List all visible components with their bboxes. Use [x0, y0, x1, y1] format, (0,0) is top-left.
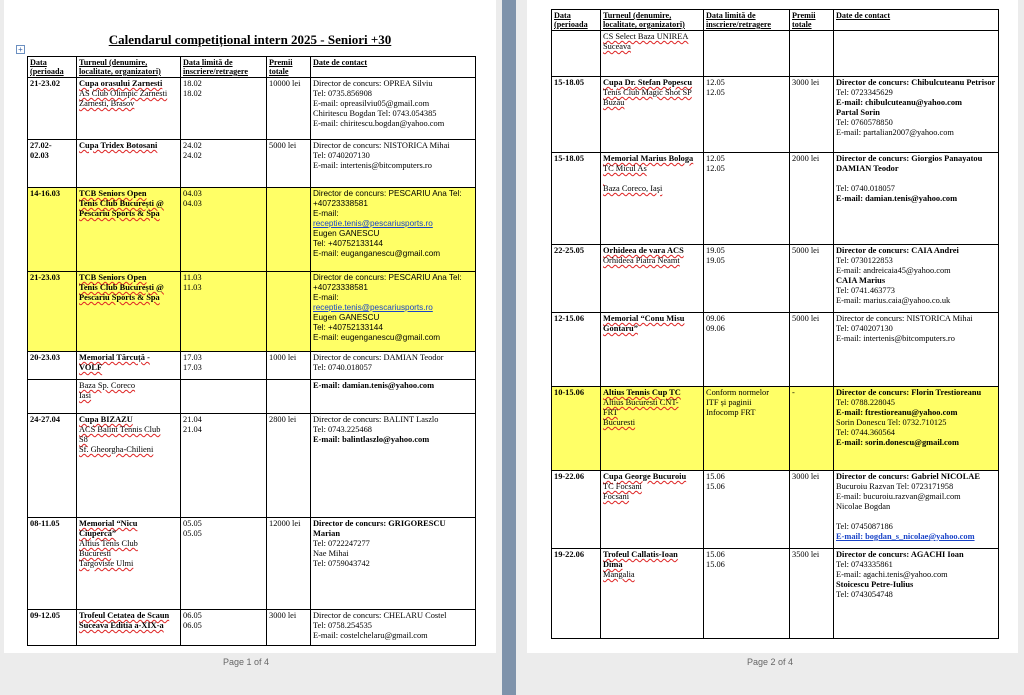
event-cell	[601, 153, 704, 245]
event-text: TC Micul As	[603, 164, 647, 173]
event-text: TCB Seniors Open	[79, 273, 147, 282]
deadline-cell	[181, 272, 267, 352]
contact-cell	[834, 313, 999, 387]
date-cell	[552, 245, 601, 313]
contact-text: Director de concurs: CAIA Andrei	[836, 246, 959, 255]
document-title: Calendarul competițional intern 2025 - Seniori +30	[108, 32, 392, 47]
contact-text: Eugen GANESCU	[313, 313, 380, 322]
contact-cell	[834, 549, 999, 639]
date-cell	[28, 352, 77, 380]
contact-text: Tel: 0758.254535	[313, 621, 372, 630]
deadline-text: 24.02	[183, 141, 202, 150]
contact-text: E-mail: andreicaia45@yahoo.com	[836, 266, 951, 275]
prize-cell: 3500 lei	[790, 549, 834, 639]
contact-text: E-mail: intertenis@bitcomputers.ro	[313, 161, 432, 170]
deadline-cell	[704, 31, 790, 77]
table-row	[552, 387, 999, 471]
deadline-cell	[181, 188, 267, 272]
event-cell	[601, 387, 704, 471]
date-text: 09-12.05	[30, 611, 61, 620]
event-text: S8	[79, 435, 88, 444]
date-cell	[552, 153, 601, 245]
event-cell	[601, 245, 704, 313]
contact-cell	[311, 414, 476, 518]
date-text: 24-27.04	[30, 415, 61, 424]
deadline-text: 04.03	[183, 189, 202, 198]
event-text: Orhideea Piatra Neamt	[603, 256, 680, 265]
contact-cell	[311, 352, 476, 380]
document-page-1	[4, 0, 496, 653]
deadline-text: 24.02	[183, 151, 202, 160]
contact-text: Director de concurs: Gabriel NICOLAE	[836, 472, 980, 481]
contact-text: Tel: 0722247277	[313, 539, 370, 548]
prize-cell: 3000 lei	[790, 77, 834, 153]
contact-text: Director de concurs: PESCARIU Ana Tel: +40723338581	[313, 189, 462, 208]
contact-text: Tel: 0740.018057	[313, 363, 372, 372]
date-text: 21-23.03	[30, 273, 61, 282]
prize-cell	[790, 31, 834, 77]
contact-text: Tel: 0743054748	[836, 590, 893, 599]
event-text: Zarnesti, Brasov	[79, 99, 135, 108]
date-text: 20-23.03	[30, 353, 61, 362]
table-row	[552, 245, 999, 313]
contact-text: Tel: 0740.018057	[836, 184, 895, 193]
deadline-text: 19.05	[706, 246, 725, 255]
event-text: FRT	[603, 408, 618, 417]
contact-text: Eugen GANESCU	[313, 229, 380, 238]
page-number-2: Page 2 of 4	[746, 657, 794, 667]
event-text: Mangalia	[603, 570, 635, 579]
event-text: Suceava Editia a-XIX-a	[79, 621, 164, 630]
contact-text: E-mail: chibulcuteanu@yahoo.com	[836, 98, 962, 107]
event-cell	[601, 313, 704, 387]
event-text: Altius Bucuresti CNT-	[603, 398, 679, 407]
contact-text: Tel: 0744.360564	[836, 428, 895, 437]
deadline-text: 12.05	[706, 88, 725, 97]
contact-text: E-mail: sorin.donescu@gmail.com	[836, 438, 959, 447]
contact-cell	[311, 610, 476, 646]
event-text: TCB Seniors Open	[79, 189, 147, 198]
event-cell	[77, 188, 181, 272]
column-header: Data (perioada	[28, 57, 77, 78]
table-row	[552, 77, 999, 153]
contact-text: Sorin Donescu Tel: 0732.710125	[836, 418, 947, 427]
contact-cell	[834, 153, 999, 245]
deadline-cell	[704, 77, 790, 153]
contact-text	[836, 512, 996, 522]
contact-text: Tel: 0723345629	[836, 88, 893, 97]
prize-cell: 5000 lei	[790, 313, 834, 387]
deadline-text: 18.02	[183, 79, 202, 88]
contact-text: E-mail: chiritescu.bogdan@yahoo.com	[313, 119, 445, 128]
deadline-text: 17.03	[183, 353, 202, 362]
date-cell	[552, 77, 601, 153]
contact-cell	[311, 78, 476, 140]
date-text: 08-11.05	[30, 519, 60, 528]
column-header: Date de contact	[834, 10, 999, 31]
prize-cell	[267, 380, 311, 414]
event-text: AS Club Olimpic Zarnesti	[79, 89, 168, 98]
table-row	[28, 188, 476, 272]
date-text: 14-16.03	[30, 189, 61, 198]
deadline-text: 12.05	[706, 78, 725, 87]
contact-text: Director de concurs: NISTORICA Mihai	[836, 314, 973, 323]
contact-text: Tel: 0740207130	[836, 324, 893, 333]
event-text: Ciupercă”	[79, 529, 117, 538]
contact-text: Director de concurs: Giorgios Panayatou	[836, 154, 983, 163]
deadline-text: 21.04	[183, 415, 202, 424]
contact-text: Director de concurs: Chibulcuteanu Petrisor	[836, 78, 996, 87]
date-text: 15-18.05	[554, 154, 585, 163]
contact-text: E-mail: costelchelaru@gmail.com	[313, 631, 428, 640]
event-text: Memorial “Conu Misu	[603, 314, 685, 323]
contact-text: E-mail: damian.tenis@yahoo.com	[836, 194, 958, 203]
prize-cell	[267, 272, 311, 352]
contact-text: CAIA Marius	[836, 276, 886, 285]
contact-cell	[311, 140, 476, 188]
column-header: Turneul (denumire, localitate, organizatori)	[601, 10, 704, 31]
contact-text: Tel: 0741.463773	[836, 286, 895, 295]
contact-text: Tel: 0759043742	[313, 559, 370, 568]
prize-cell: 5000 lei	[790, 245, 834, 313]
event-text: Memorial Marius Bologa	[603, 154, 694, 163]
contact-email-link[interactable]: E-mail: bogdan_s_nicolae@yahoo.com	[836, 532, 975, 541]
contact-text: Tel: 0735.856908	[313, 89, 372, 98]
event-text: Orhideea de vara ACS	[603, 246, 684, 255]
event-text: Cupa Dr. Stefan Popescu	[603, 78, 693, 87]
date-text: 19-22.06	[554, 472, 585, 481]
competition-table-page-2	[551, 9, 999, 639]
contact-text: Stoicescu Petre-Iulius	[836, 580, 914, 589]
contact-text: Tel: 0743.225468	[313, 425, 372, 434]
deadline-cell	[704, 313, 790, 387]
event-text: Memorial “Nicu	[79, 519, 138, 528]
deadline-text: 21.04	[183, 425, 202, 434]
deadline-text: 17.03	[183, 363, 202, 372]
contact-text	[836, 174, 996, 184]
contact-text: Director de concurs: DAMIAN Teodor	[313, 353, 444, 362]
deadline-text: 11.03	[183, 273, 202, 282]
column-header: Date de contact	[311, 57, 476, 78]
event-text: Trofeul Cetatea de Scaun	[79, 611, 170, 620]
event-cell	[77, 272, 181, 352]
contact-text: Chiritescu Bogdan Tel: 0743.054385	[313, 109, 437, 118]
event-text: Suceava	[603, 42, 631, 51]
contact-text: Tel: 0788.228045	[836, 398, 895, 407]
date-cell	[28, 78, 77, 140]
date-text: 21-23.02	[30, 79, 61, 88]
deadline-text: 15.06	[706, 560, 725, 569]
event-text: Targoviste Ulmi	[79, 559, 134, 568]
column-header: Premii totale	[790, 10, 834, 31]
page-gap-divider	[502, 0, 516, 695]
contact-text: Director de concurs: NISTORICA Mihai	[313, 141, 450, 150]
deadline-cell	[181, 610, 267, 646]
contact-text: E-mail: partalian2007@yahoo.com	[836, 128, 954, 137]
event-cell	[601, 549, 704, 639]
contact-text: E-mail: bucuroiu.razvan@gmail.com	[836, 492, 961, 501]
table-row	[28, 140, 476, 188]
event-text: Tenis Club București @	[79, 199, 164, 208]
table-row	[28, 380, 476, 414]
column-header: Data limită de inscriere/retragere	[181, 57, 267, 78]
event-cell	[77, 352, 181, 380]
prize-cell: 1000 lei	[267, 352, 311, 380]
deadline-cell	[181, 140, 267, 188]
contact-text: Nae Mihai	[313, 549, 349, 558]
contact-text: Bucuroiu Razvan Tel: 0723171958	[836, 482, 954, 491]
contact-text: Director de concurs: GRIGORESCU Marian	[313, 519, 446, 538]
deadline-cell	[704, 549, 790, 639]
event-cell	[77, 518, 181, 610]
contact-cell	[311, 518, 476, 610]
prize-cell: 5000 lei	[267, 140, 311, 188]
contact-text: Director de concurs: OPREA Silviu	[313, 79, 433, 88]
date-cell	[28, 272, 77, 352]
date-cell	[28, 518, 77, 610]
event-cell	[601, 77, 704, 153]
contact-text: Tel: 0760578850	[836, 118, 893, 127]
event-text: Focsani	[603, 492, 630, 501]
deadline-cell	[181, 518, 267, 610]
table-row	[28, 518, 476, 610]
contact-text: E-mail:	[313, 293, 339, 302]
contact-text: E-mail: ftrestioreanu@yahoo.com	[836, 408, 958, 417]
table-row	[552, 313, 999, 387]
contact-text: Tel: 0743335861	[836, 560, 893, 569]
table-row	[28, 78, 476, 140]
contact-email-link[interactable]: receptie.tenis@pescariusports.ro	[313, 219, 433, 228]
prize-cell: 2800 lei	[267, 414, 311, 518]
contact-cell	[834, 387, 999, 471]
event-text: Cupa Tridex Botosani	[79, 141, 158, 150]
table-row	[28, 272, 476, 352]
deadline-text: 12.05	[706, 164, 725, 173]
prize-cell: 2000 lei	[790, 153, 834, 245]
contact-text: E-mail: eugenganescu@gmail.com	[313, 333, 441, 342]
deadline-text: 05.05	[183, 529, 202, 538]
date-text: 27.02-	[30, 141, 52, 150]
date-cell	[552, 31, 601, 77]
date-cell	[552, 471, 601, 549]
event-cell	[77, 78, 181, 140]
date-text: 22-25.05	[554, 246, 585, 255]
prize-cell: 10000 lei	[267, 78, 311, 140]
contact-text: E-mail: agachi.tenis@yahoo.com	[836, 570, 948, 579]
event-text: Bucuresti	[603, 418, 636, 427]
date-cell	[552, 313, 601, 387]
contact-text: Tel: 0730122853	[836, 256, 893, 265]
table-row	[28, 352, 476, 380]
date-text: 19-22.06	[554, 550, 585, 559]
table-row	[552, 471, 999, 549]
deadline-cell	[181, 380, 267, 414]
event-cell	[77, 380, 181, 414]
contact-cell	[311, 272, 476, 352]
contact-email-link[interactable]: receptie.tenis@pescariusports.ro	[313, 303, 433, 312]
date-cell	[28, 380, 77, 414]
contact-text: E-mail: damian.tenis@yahoo.com	[313, 381, 435, 390]
event-cell	[601, 471, 704, 549]
prize-cell: -	[790, 387, 834, 471]
event-text: VOLF	[79, 363, 103, 372]
deadline-text: 09.06	[706, 324, 725, 333]
event-text: Cupa BIZAZU	[79, 415, 133, 424]
event-text: Altius Tennis Cup TC	[603, 388, 681, 397]
date-cell	[28, 414, 77, 518]
column-header: Data (perioada	[552, 10, 601, 31]
contact-text: Tel: +40752133144	[313, 239, 383, 248]
contact-text: Tel: 0740207130	[313, 151, 370, 160]
prize-cell: 3000 lei	[267, 610, 311, 646]
deadline-text: 19.05	[706, 256, 725, 265]
table-row	[28, 414, 476, 518]
event-text: TC Focsani	[603, 482, 642, 491]
column-header: Turneul (denumire, localitate, organizatori)	[77, 57, 181, 78]
deadline-cell	[704, 153, 790, 245]
contact-text: Tel: 0745087186	[836, 522, 893, 531]
event-text: Bucuresti	[79, 549, 112, 558]
date-text: 02.03	[30, 151, 49, 160]
column-header: Data limită de inscriere/retragere	[704, 10, 790, 31]
date-cell	[28, 188, 77, 272]
event-text: Trofeul Callatis-Ioan	[603, 550, 678, 559]
contact-cell	[834, 31, 999, 77]
event-cell	[77, 414, 181, 518]
contact-text: Director de concurs: CHELARU Costel	[313, 611, 447, 620]
event-text: Gontaru”	[603, 324, 638, 333]
deadline-text: 15.06	[706, 482, 725, 491]
table-header-row	[552, 10, 999, 31]
deadline-text: 11.03	[183, 283, 202, 292]
date-cell	[28, 140, 77, 188]
contact-text: Director de concurs: Florin Trestioreanu	[836, 388, 982, 397]
deadline-text: 15.06	[706, 472, 725, 481]
event-text	[603, 174, 701, 184]
contact-text: E-mail: balintlaszlo@yahoo.com	[313, 435, 430, 444]
deadline-text: ITF și paginii	[706, 398, 752, 407]
date-cell	[552, 549, 601, 639]
prize-cell: 3000 lei	[790, 471, 834, 549]
date-text: 12-15.06	[554, 314, 585, 323]
deadline-text: 06.05	[183, 621, 202, 630]
deadline-text: Conform normelor	[706, 388, 770, 397]
table-row	[552, 549, 999, 639]
event-text: Cupa orasului Zarnesti	[79, 79, 163, 88]
competition-table-page-1	[27, 56, 476, 646]
deadline-text: Infocomp FRT	[706, 408, 756, 417]
table-row	[552, 153, 999, 245]
contact-text: E-mail: euganganescu@gmail.com	[313, 249, 441, 258]
event-text: Dima	[603, 560, 623, 569]
contact-cell	[834, 471, 999, 549]
deadline-text: 05.05	[183, 519, 202, 528]
contact-text: E-mail: intertenis@bitcomputers.ro	[836, 334, 955, 343]
deadline-text: 12.05	[706, 154, 725, 163]
contact-text: E-mail:	[313, 209, 339, 218]
event-text: Pescariu Sports & Spa	[79, 293, 160, 302]
deadline-text: 18.02	[183, 89, 202, 98]
deadline-text: 06.05	[183, 611, 202, 620]
event-text: Baza Coreco, Iaşi	[603, 184, 663, 193]
contact-cell	[311, 188, 476, 272]
date-cell	[552, 387, 601, 471]
deadline-cell	[181, 414, 267, 518]
event-text: Tenis Club Magic Shot SP	[603, 88, 692, 97]
deadline-text: 15.06	[706, 550, 725, 559]
deadline-cell	[704, 471, 790, 549]
deadline-cell	[181, 352, 267, 380]
event-text: Sf. Gheorgha-Chilieni	[79, 445, 154, 454]
date-text: 10-15.06	[554, 388, 585, 397]
event-cell	[77, 610, 181, 646]
event-text: Memorial Tărcuță -	[79, 353, 150, 362]
prize-cell: 12000 lei	[267, 518, 311, 610]
contact-cell	[834, 245, 999, 313]
contact-text: Partal Sorin	[836, 108, 880, 117]
event-text: Pescariu Sports & Spa	[79, 209, 160, 218]
event-text: Cupa George Bucuroiu	[603, 472, 687, 481]
event-cell	[601, 31, 704, 77]
event-text: Buzău	[603, 98, 625, 107]
table-move-handle-icon[interactable]: +	[16, 45, 25, 54]
deadline-text: 09.06	[706, 314, 725, 323]
deadline-cell	[704, 245, 790, 313]
event-text: CS Select Baza UNIREA	[603, 32, 689, 41]
column-header: Premii totale	[267, 57, 311, 78]
table-row	[28, 610, 476, 646]
table-header-row	[28, 57, 476, 78]
document-page-2	[527, 0, 1018, 653]
event-text: ACS Balint Tennis Club	[79, 425, 161, 434]
contact-cell	[834, 77, 999, 153]
date-text: 15-18.05	[554, 78, 585, 87]
contact-text: Director de concurs: AGACHI Ioan	[836, 550, 964, 559]
prize-cell	[267, 188, 311, 272]
page-number-1: Page 1 of 4	[222, 657, 270, 667]
deadline-cell	[181, 78, 267, 140]
contact-cell	[311, 380, 476, 414]
event-text: Iasi	[79, 391, 92, 400]
contact-text: DAMIAN Teodor	[836, 164, 899, 173]
event-cell	[77, 140, 181, 188]
deadline-text: 04.03	[183, 199, 202, 208]
date-cell	[28, 610, 77, 646]
contact-text: E-mail: opreasilviu05@gmail.com	[313, 99, 430, 108]
table-row	[552, 31, 999, 77]
contact-text: Tel: +40752133144	[313, 323, 383, 332]
contact-text: E-mail: marius.caia@yahoo.co.uk	[836, 296, 951, 305]
deadline-cell	[704, 387, 790, 471]
contact-text: Director de concurs: BALINT Laszlo	[313, 415, 439, 424]
contact-text: Director de concurs: PESCARIU Ana Tel: +40723338581	[313, 273, 462, 292]
event-text: Baza Sp. Coreco	[79, 381, 136, 390]
event-text: Altius Tenis Club	[79, 539, 138, 548]
event-text: Tenis Club București @	[79, 283, 164, 292]
contact-text: Nicolae Bogdan	[836, 502, 891, 511]
